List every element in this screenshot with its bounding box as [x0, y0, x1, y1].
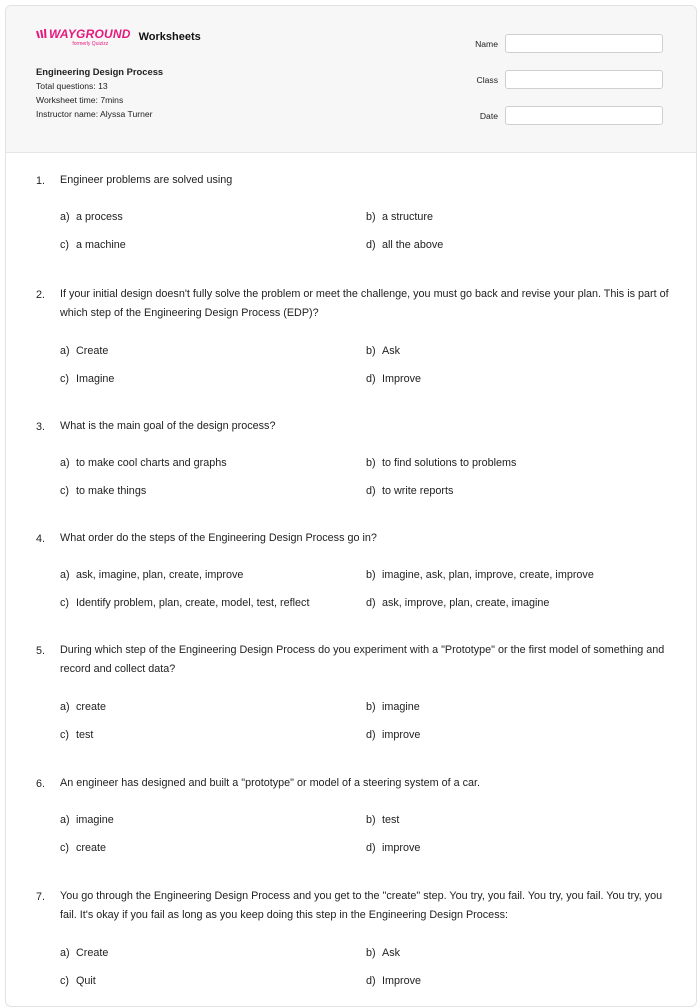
logo-mark-icon — [36, 29, 49, 39]
class-field[interactable] — [505, 70, 663, 89]
question-text: What order do the steps of the Engineering Design Process go in? — [60, 532, 377, 544]
date-label: Date — [479, 111, 498, 121]
answer-option[interactable]: b) imagine, ask, plan, improve, create, improve — [366, 569, 594, 581]
question-number: 6. — [36, 778, 46, 790]
answer-option[interactable]: a) Create — [60, 345, 109, 357]
answer-option[interactable]: c) Imagine — [60, 373, 115, 385]
answer-option[interactable]: c) to make things — [60, 485, 147, 497]
answer-option[interactable]: c) create — [60, 842, 107, 854]
answer-option[interactable]: d) to write reports — [366, 485, 454, 497]
answer-option[interactable]: c) test — [60, 729, 94, 741]
question-number: 2. — [36, 289, 46, 301]
name-field[interactable] — [505, 34, 663, 53]
brand — [36, 28, 201, 47]
question-number: 1. — [36, 175, 46, 187]
answer-option[interactable]: a) ask, imagine, plan, create, improve — [60, 569, 244, 581]
question-text: You go through the Engineering Design Process and you get to the "create" step. You try, you fail. You try, you fail. You try, you fail. It's okay if you fail as long as you keep doing this step in the Engineering Design Process: — [60, 890, 663, 921]
answer-option[interactable]: b) to find solutions to problems — [366, 457, 517, 469]
question-number: 4. — [36, 533, 46, 545]
worksheet-info — [36, 66, 163, 123]
answer-option[interactable]: d) all the above — [366, 239, 444, 251]
logo-subtitle: formerly Quizizz — [72, 41, 109, 47]
answer-option[interactable]: d) Improve — [366, 975, 422, 987]
question-number: 7. — [36, 891, 46, 903]
worksheet-page — [5, 5, 697, 1007]
question-text: During which step of the Engineering Design Process do you experiment with a "Prototype" or the first model of something and record and collect data? — [60, 644, 665, 675]
answer-option[interactable]: b) test — [366, 814, 400, 826]
answer-option[interactable]: a) to make cool charts and graphs — [60, 457, 227, 469]
logo-wordmark: WAYGROUND — [36, 28, 131, 40]
answer-option[interactable]: a) a process — [60, 211, 123, 223]
worksheet-time: Worksheet time: 7mins — [36, 95, 124, 105]
answer-option[interactable]: b) Ask — [366, 947, 400, 959]
question-number: 3. — [36, 421, 46, 433]
question-number: 5. — [36, 645, 46, 657]
wayground-logo — [36, 28, 131, 47]
answer-option[interactable]: a) create — [60, 701, 107, 713]
question-text: An engineer has designed and built a "prototype" or model of a steering system of a car. — [60, 777, 480, 789]
date-field[interactable] — [505, 106, 663, 125]
question-text: If your initial design doesn't fully solve the problem or meet the challenge, you must go back and revise your plan. This is part of which step of the Engineering Design Process (EDP)? — [60, 288, 669, 319]
name-label: Name — [475, 39, 498, 49]
answer-option[interactable]: c) a machine — [60, 239, 126, 251]
answer-option[interactable]: c) Identify problem, plan, create, model, test, reflect — [60, 597, 310, 609]
answer-option[interactable]: d) improve — [366, 729, 421, 741]
worksheet-header — [6, 6, 696, 153]
answer-option[interactable]: b) Ask — [366, 345, 400, 357]
question-text: Engineer problems are solved using — [60, 174, 233, 186]
answer-option[interactable]: a) Create — [60, 947, 109, 959]
worksheet-title: Engineering Design Process — [36, 66, 164, 77]
instructor-name: Instructor name: Alyssa Turner — [36, 109, 153, 119]
answer-option[interactable]: c) Quit — [60, 975, 96, 987]
product-name: Worksheets — [138, 31, 201, 43]
class-label: Class — [476, 75, 498, 85]
answer-option[interactable]: b) imagine — [366, 701, 420, 713]
answer-option[interactable]: a) imagine — [60, 814, 114, 826]
answer-option[interactable]: d) ask, improve, plan, create, imagine — [366, 597, 550, 609]
question-text: What is the main goal of the design process? — [60, 420, 276, 432]
answer-option[interactable]: d) improve — [366, 842, 421, 854]
total-questions: Total questions: 13 — [36, 81, 108, 91]
answer-option[interactable]: b) a structure — [366, 211, 434, 223]
answer-option[interactable]: d) Improve — [366, 373, 422, 385]
